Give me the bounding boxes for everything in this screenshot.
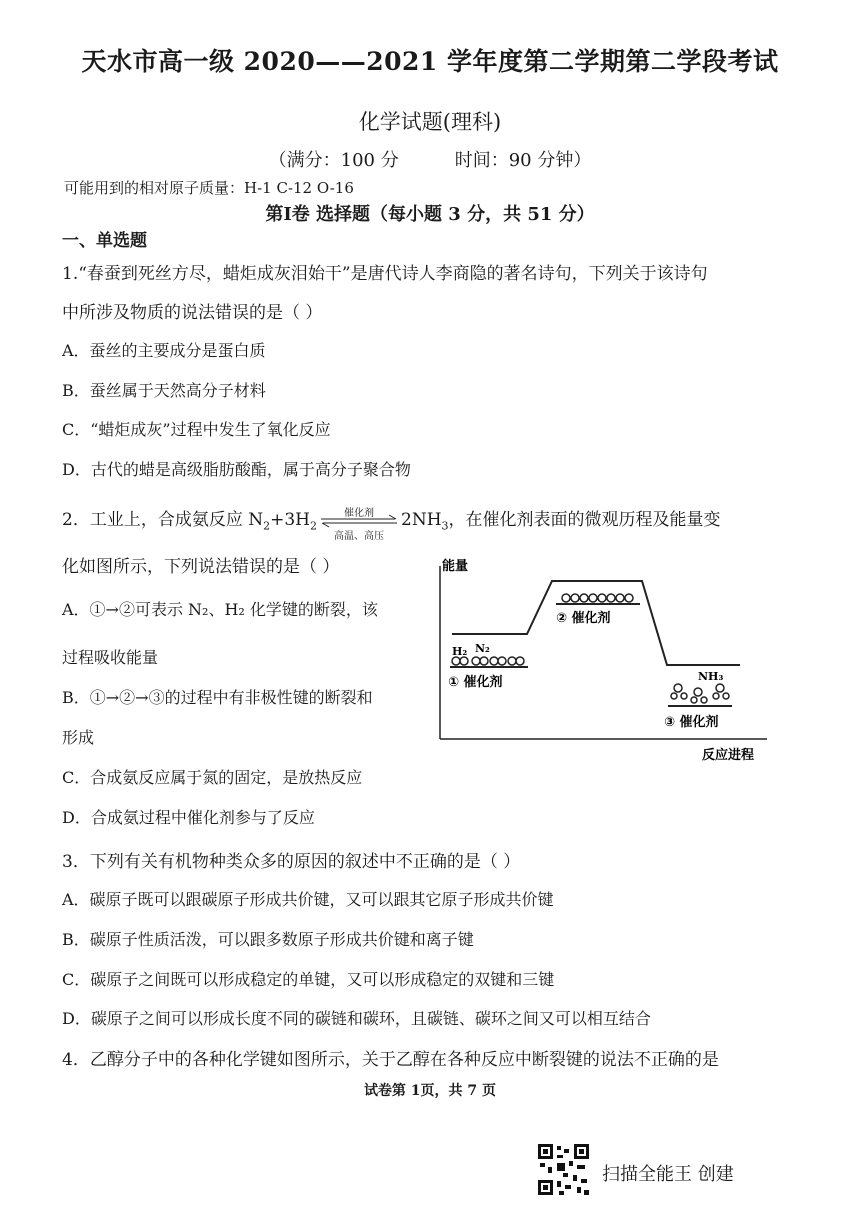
catalyst-label: 催化剂 <box>344 507 374 519</box>
h2-label: H₂ <box>452 645 468 658</box>
energy-diagram <box>432 556 777 766</box>
q2-option-c: C．合成氨反应属于氮的固定，是放热反应 <box>62 768 363 787</box>
q2-option-a-line1: A．①→②可表示 N₂、H₂ 化学键的断裂，该 <box>62 600 378 619</box>
q2-text-tail: ，在催化剂表面的微观历程及能量变 <box>448 510 721 530</box>
conditions-label: 高温、高压 <box>334 530 384 542</box>
nh3-label: NH₃ <box>698 670 724 683</box>
q2-text-post: 2NH <box>401 510 442 530</box>
q3-option-c: C．碳原子之间既可以形成稳定的单键，又可以形成稳定的双键和三键 <box>62 970 555 989</box>
q2-option-b-line1: B．①→②→③的过程中有非极性键的断裂和 <box>62 688 373 707</box>
q2-option-d: D．合成氨过程中催化剂参与了反应 <box>62 808 315 827</box>
q2-text-pre: 2．工业上，合成氨反应 N <box>62 510 264 530</box>
exam-time: 时间：90 分钟） <box>454 150 592 171</box>
question-4: 4．乙醇分子中的各种化学键如图所示，关于乙醇在各种反应中断裂键的说法不正确的是 <box>62 1050 719 1070</box>
atomic-masses: 可能用到的相对原子质量：H-1 C-12 O-16 <box>64 179 354 197</box>
equilibrium-arrow <box>319 507 399 542</box>
section-heading: 第I卷 选择题（每小题 3 分，共 51 分） <box>265 204 595 225</box>
n2-label: N₂ <box>475 642 490 655</box>
full-score: （满分：100 分 <box>268 150 399 171</box>
stage-1-molecules <box>452 657 524 665</box>
question-2-line1: 2．工业上，合成氨反应 $N_2+3H_2$ 催化剂 高温、高压 $2NH_3$，在催化剂表面的微观历程及能量变 <box>62 505 721 532</box>
exam-title: 天水市高一级 2020——2021 学年度第二学期第二学段考试 <box>81 47 779 76</box>
page-footer: 试卷第 1页，共 7 页 <box>363 1083 497 1099</box>
q1-option-a: A．蚕丝的主要成分是蛋白质 <box>62 341 266 360</box>
q1-option-c: C．“蜡炬成灰”过程中发生了氧化反应 <box>62 420 331 439</box>
y-axis-label: 能量 <box>442 559 469 574</box>
q1-option-b: B．蚕丝属于天然高分子材料 <box>62 381 266 400</box>
part-heading: 一、单选题 <box>62 231 147 251</box>
qr-code-icon <box>537 1143 590 1196</box>
question-1-line1: 1.“春蚕到死丝方尽，蜡炬成灰泪始干”是唐代诗人李商隐的著名诗句，下列关于该诗句 <box>62 264 708 284</box>
q2-option-b-line2: 形成 <box>62 728 95 747</box>
stage-1-label: ① 催化剂 <box>448 675 503 690</box>
exam-subtitle: 化学试题(理科) <box>358 110 502 134</box>
stage-3-label: ③ 催化剂 <box>664 715 719 730</box>
q2-option-a-line2: 过程吸收能量 <box>62 648 159 667</box>
x-axis-label: 反应进程 <box>702 748 755 763</box>
question-3: 3．下列有关有机物种类众多的原因的叙述中不正确的是（ ） <box>62 852 521 872</box>
stage-2-label: ② 催化剂 <box>556 611 611 626</box>
scanner-brand: 扫描全能王 创建 <box>602 1164 734 1185</box>
q3-option-b: B．碳原子性质活泼，可以跟多数原子形成共价键和离子键 <box>62 930 474 949</box>
question-1-line2: 中所涉及物质的说法错误的是（ ） <box>62 303 323 323</box>
q2-text-mid: +3H <box>270 510 310 530</box>
q3-option-a: A．碳原子既可以跟碳原子形成共价键，又可以跟其它原子形成共价键 <box>62 890 554 909</box>
exam-meta <box>0 146 860 172</box>
q3-option-d: D．碳原子之间可以形成长度不同的碳链和碳环，且碳链、碳环之间又可以相互结合 <box>62 1009 651 1028</box>
question-2-line2: 化如图所示，下列说法错误的是（ ） <box>62 557 340 577</box>
q1-option-d: D．古代的蜡是高级脂肪酸酯，属于高分子聚合物 <box>62 460 411 479</box>
stage-2-atoms <box>562 594 633 602</box>
stage-3-molecules <box>671 684 729 703</box>
